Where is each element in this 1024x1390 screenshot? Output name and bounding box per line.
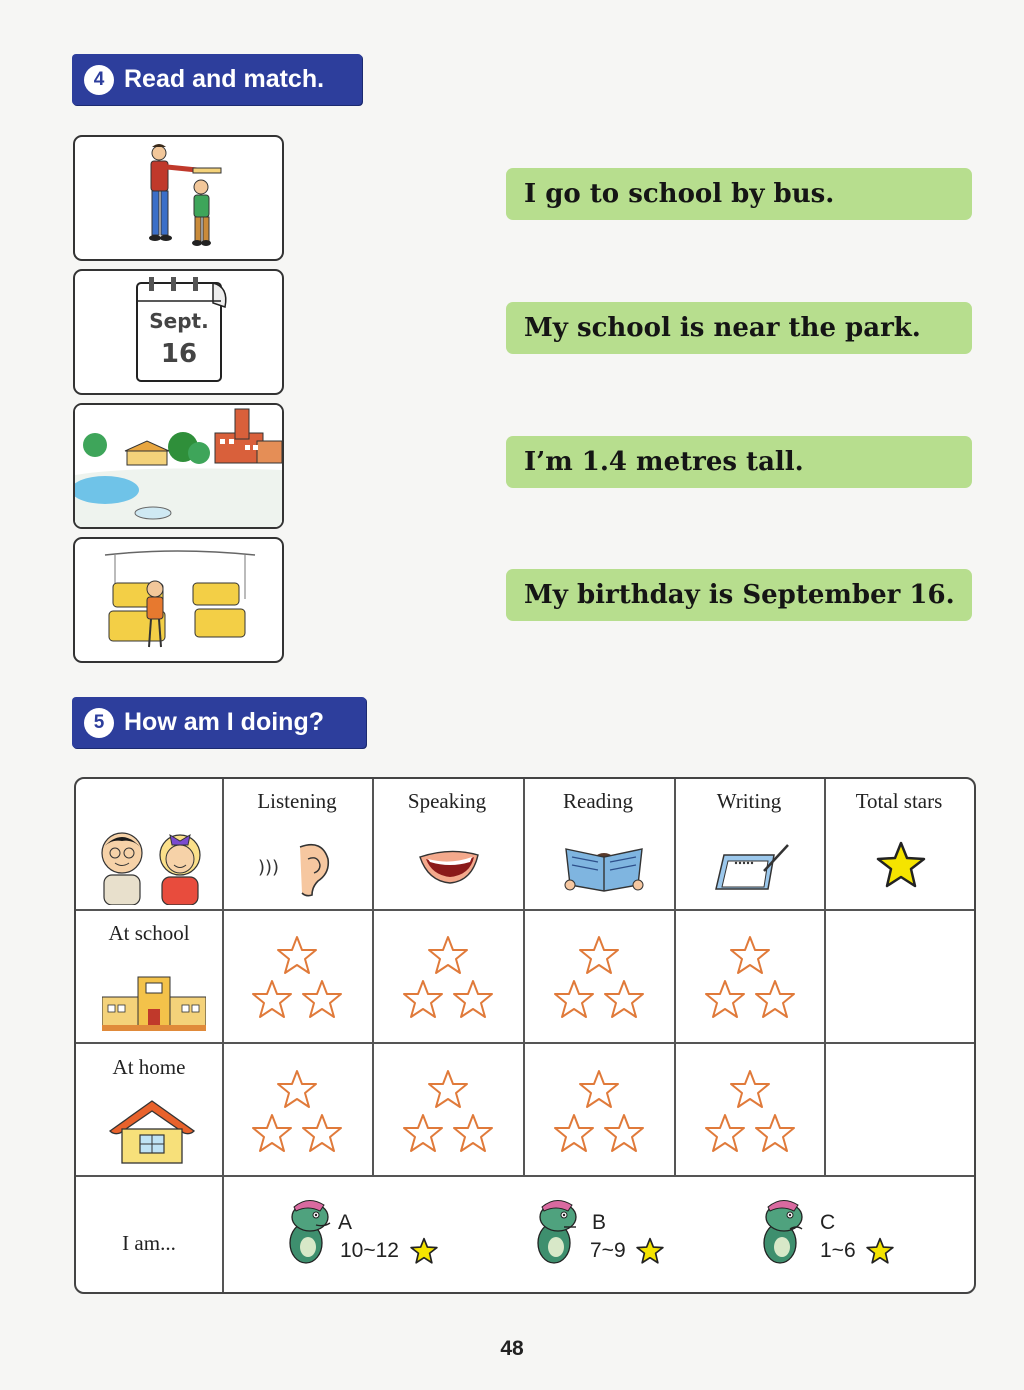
sentence-1[interactable]: I go to school by bus. [506, 168, 972, 220]
col-header-total-stars: Total stars [855, 789, 943, 813]
dinosaur-icon [754, 1197, 810, 1267]
row-label-at-school: At school [108, 921, 190, 945]
picture-bus-interior[interactable] [73, 537, 284, 663]
col-header-writing: Writing [716, 789, 782, 813]
col-header-speaking: Speaking [407, 789, 487, 813]
level-b-letter: B [592, 1211, 607, 1234]
picture-measuring-height[interactable] [73, 135, 284, 261]
col-header-reading: Reading [563, 789, 633, 813]
picture-park-and-school[interactable] [73, 403, 284, 529]
children-icon [88, 819, 212, 905]
col-header-listening: Listening [257, 789, 337, 813]
section-5-title: How am I doing? [124, 708, 324, 736]
grid-divider [76, 909, 974, 911]
star-group[interactable] [393, 1069, 503, 1159]
star-group[interactable] [242, 1069, 352, 1159]
sentence-3[interactable]: I’m 1.4 metres tall. [506, 436, 972, 488]
dinosaur-icon [528, 1197, 584, 1267]
measuring-height-illustration [75, 137, 282, 259]
grid-divider [76, 1042, 974, 1044]
svg-text:))): ))) [258, 857, 280, 878]
section-5-number: 5 [84, 708, 114, 738]
star-group[interactable] [695, 1069, 805, 1159]
star-group[interactable] [695, 935, 805, 1025]
grid-divider [76, 1175, 974, 1177]
house-icon [108, 1097, 196, 1165]
mouth-icon [414, 843, 484, 887]
level-b-range: 7~9 [590, 1239, 626, 1262]
self-assessment-table [74, 777, 976, 1294]
star-group[interactable] [393, 935, 503, 1025]
sentence-4[interactable]: My birthday is September 16. [506, 569, 972, 621]
grid-divider [372, 779, 374, 1175]
grid-divider [222, 779, 224, 1294]
total-star-icon [876, 841, 926, 889]
star-icon [636, 1237, 664, 1265]
level-a-range: 10~12 [340, 1239, 399, 1262]
section-4-number: 4 [84, 65, 114, 95]
sentence-2[interactable]: My school is near the park. [506, 302, 972, 354]
star-icon [866, 1237, 894, 1265]
ear-icon [256, 837, 340, 897]
grid-divider [824, 779, 826, 1175]
page-number: 48 [500, 1337, 524, 1360]
row-label-at-home: At home [112, 1055, 186, 1079]
grid-divider [523, 779, 525, 1175]
calendar-month: Sept. [149, 309, 209, 333]
picture-calendar[interactable] [73, 269, 284, 395]
level-a-letter: A [338, 1211, 353, 1234]
level-c-range: 1~6 [820, 1239, 856, 1262]
grid-divider [674, 779, 676, 1175]
star-group[interactable] [544, 935, 654, 1025]
star-group[interactable] [242, 935, 352, 1025]
park-school-illustration [75, 405, 282, 527]
section-4-header [72, 54, 362, 105]
star-icon [410, 1237, 438, 1265]
dinosaur-icon [280, 1197, 336, 1267]
bus-interior-illustration [75, 539, 282, 661]
section-4-title: Read and match. [124, 65, 325, 93]
section-5-header [72, 697, 366, 748]
calendar-day: 16 [160, 339, 198, 369]
star-group[interactable] [544, 1069, 654, 1159]
writing-icon [712, 841, 792, 893]
reading-book-icon [562, 837, 646, 893]
school-icon [102, 975, 206, 1031]
level-c-letter: C [820, 1211, 836, 1234]
row-label-i-am: I am... [122, 1231, 176, 1255]
